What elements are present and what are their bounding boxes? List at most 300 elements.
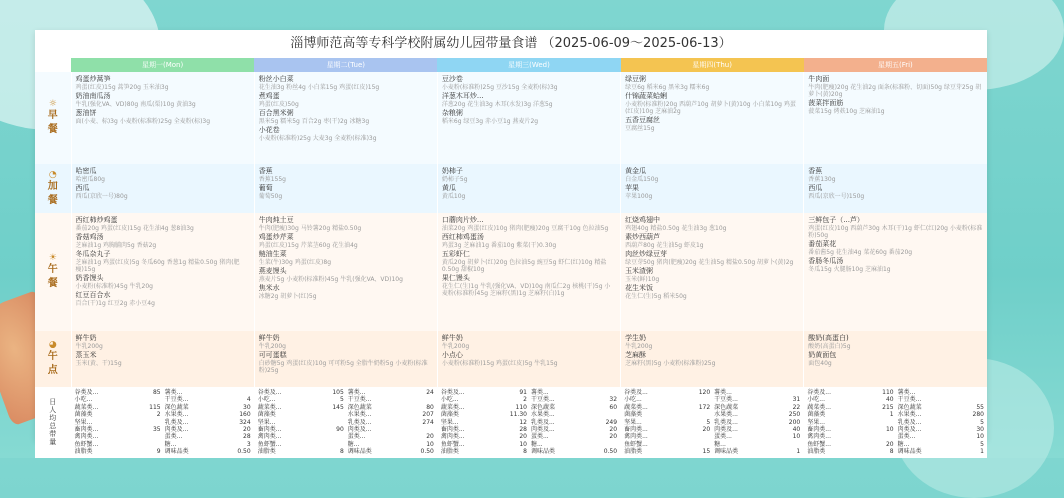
nutrition-item (624, 448, 710, 455)
nutrition-name: 畜肉类... (624, 426, 648, 434)
dish-ingredients: 香蕉130g (808, 176, 836, 183)
nutrition-name: 蔬菜类... (74, 403, 99, 411)
nutrition-value: 200 (788, 418, 801, 426)
nutrition-item (714, 448, 800, 455)
dish-ingredients: 牛乳200g (258, 343, 286, 350)
meal-label: 午 餐 (47, 264, 58, 289)
snack-day-cell (71, 164, 254, 213)
nutrition-value: 1 (796, 448, 801, 456)
dish-ingredients: 奶柿子5g (441, 176, 468, 183)
dish-ingredients: 小麦粉(标准粉)45g 牛乳20g (75, 283, 153, 290)
nutrition-item (624, 411, 710, 418)
nutrition-item (898, 448, 984, 455)
dish-name: 果仁馒头 (441, 274, 470, 282)
nutrition-name: 鱼虾蟹... (440, 440, 465, 448)
dish-name: 燕麦馒头 (258, 267, 287, 275)
nutrition-item (807, 448, 893, 455)
nutrition-item (75, 411, 161, 418)
nutrition-name: 深色蔬菜 (347, 403, 372, 411)
nutrition-day-cell (254, 387, 437, 458)
dish-ingredients: 苹果100g (625, 193, 653, 200)
nutrition-item (348, 433, 434, 440)
dish-ingredients: 黄瓜20g 胡萝卜(红)20g 色拉油5g 豌豆5g 虾仁(红)10g 精盐0.50g 甜椒10g (441, 259, 607, 273)
lunch-day-cell (621, 213, 804, 331)
day-header: 星期二(Tue) (254, 58, 437, 72)
dish-name: 番茄菜花 (808, 240, 837, 248)
nutrition-name: 水果类... (714, 411, 738, 419)
breakfast-day-cell (804, 72, 987, 164)
nutrition-item (531, 411, 617, 418)
dish-name: 红豆百合水 (75, 291, 111, 299)
snack-row (35, 164, 987, 213)
dish-ingredients: 菠菜15g 烤麸10g 芝麻油1g (808, 108, 885, 115)
dish-name: 学生奶 (625, 334, 647, 342)
dish-ingredients: 白砂糖5g 鸡蛋(红皮)10g 可可粉5g 全脂牛奶粉5g 小麦粉(标准粉)25g (258, 360, 428, 374)
dish-name: 什锦蔬菜蛤蜊 (625, 92, 668, 100)
nutrition-name: 乳类及... (530, 418, 555, 426)
dish-name: 鲢油生菜 (258, 250, 287, 258)
lunch-day-cell (254, 213, 437, 331)
dish-ingredients: 牛乳200g (625, 343, 653, 350)
dish-ingredients: 西瓜(京欣一号)150g (808, 193, 865, 200)
dish-name: 奶柿子 (441, 167, 463, 175)
dish-name: 小点心 (441, 351, 463, 359)
dish-ingredients: 百合(干)1g 红豆2g 赤小豆4g (75, 300, 155, 307)
nutrition-value: 60 (609, 403, 618, 411)
nutrition-item (531, 433, 617, 440)
meal-label: 午 点 (47, 351, 58, 376)
meal-label: 早 餐 (47, 110, 58, 135)
dish-name: 酸奶(高蛋白) (808, 334, 849, 342)
dish-ingredients: 西葫芦80g 花生油5g 虾皮1g (625, 242, 704, 249)
dish-ingredients: 小麦粉(标准粉)15g 鸡蛋(红皮)5g 牛乳15g (441, 360, 558, 367)
nutrition-value: 20 (885, 440, 894, 448)
nutrition-value: 28 (519, 426, 527, 434)
nutrition-value: 249 (605, 418, 618, 426)
nutrition-name: 薯类... (714, 389, 732, 396)
dish-name: 哈密瓜 (75, 167, 97, 175)
dish-name: 菠菜拌面筋 (808, 99, 844, 107)
dish-name: 香菇鸡汤 (75, 233, 104, 241)
dish-name: 牛肉炖土豆 (258, 216, 294, 224)
nutrition-item (165, 411, 251, 418)
dish-ingredients: 花生油3g 粉丝4g 小白菜15g 鸡蛋(红皮)15g (258, 84, 380, 91)
dish-name: 焦米水 (258, 284, 280, 292)
nutrition-grid (438, 387, 620, 458)
nutrition-name: 鱼虾蟹... (257, 440, 282, 448)
nutrition-value: 20 (702, 426, 711, 434)
dish-ingredients: 鸡蛋(红皮)10g 西葫芦30g 木耳(干)1g 虾仁(红)20g 小麦粉(标准粉)50g (808, 225, 983, 239)
nutrition-value: 0.50 (420, 448, 434, 456)
nutrition-value: 172 (698, 403, 711, 411)
afternoon-day-cell (804, 331, 987, 387)
nutrition-name: 禽肉类... (74, 433, 99, 441)
nutrition-value: 5 (980, 418, 984, 426)
dish-name: 西瓜 (808, 184, 823, 192)
nutrition-name: 肉类及... (897, 426, 922, 434)
nutrition-name: 蔬菜类... (257, 403, 282, 411)
dish-ingredients: 牛肉(肥瘦)20g 花生油2g 面条(标准粉、切面)50g 绿豆芽25g 胡萝卜(黄)20g (808, 84, 982, 98)
dish-ingredients: 芝麻油1g 鸡胸脯肉5g 香菇2g (75, 242, 157, 249)
afternoon-icon: ◕ (48, 340, 57, 350)
nutrition-item (714, 396, 800, 403)
dish-ingredients: 面包40g (808, 360, 832, 367)
dish-ingredients: 生菜(牛)30g 鸡蛋(红皮)8g (258, 259, 332, 266)
nutrition-name: 水果类... (530, 411, 555, 419)
nutrition-name: 水果类... (347, 411, 372, 419)
dish-name: 黄瓜 (441, 184, 456, 192)
meal-label-cell (35, 213, 71, 331)
nutrition-name: 蛋类... (897, 433, 916, 441)
nutrition-name: 干豆类... (897, 396, 922, 404)
nutrition-value: 32 (609, 396, 618, 404)
nutrition-item (258, 448, 344, 455)
nutrition-name: 畜肉类... (74, 426, 99, 434)
nutrition-item (165, 419, 251, 426)
dish-name: 鲜牛奶 (75, 334, 97, 342)
nutrition-name: 谷类及... (807, 389, 831, 396)
nutrition-value: 24 (426, 389, 434, 396)
nutrition-value: 20 (519, 433, 527, 441)
nutrition-grid (72, 387, 254, 458)
dish-name: 三鲜包子（...芦） (808, 216, 864, 224)
dish-ingredients: 牛乳(强化VA、VD)80g 南瓜(栗)10g 黄油3g (75, 101, 196, 108)
dish-name: 蒸玉米 (75, 351, 97, 359)
dish-ingredients: 面(小麦、标)3g 小麦粉(标准粉)25g 全麦粉(标)3g (75, 118, 211, 125)
nutrition-name: 小吃... (257, 396, 276, 404)
nutrition-value: 10 (426, 440, 434, 448)
lunch-icon: ☀ (48, 253, 57, 263)
dish-name: 鲜牛奶 (441, 334, 463, 342)
snack-day-cell (254, 164, 437, 213)
nutrition-item (258, 433, 344, 440)
nutrition-value: 3 (246, 440, 251, 448)
nutrition-name: 小吃... (74, 396, 93, 404)
dish-name: 绿豆粥 (625, 75, 647, 83)
nutrition-name: 乳类及... (897, 418, 922, 426)
dish-name: 冬瓜杂丸子 (75, 250, 111, 258)
dish-ingredients: 绿豆6g 稻米6g 黑米3g 糯米6g (625, 84, 710, 91)
dish-ingredients: 牛乳200g (441, 343, 470, 350)
nutrition-name: 菌藻类 (257, 411, 276, 419)
nutrition-item (165, 396, 251, 403)
dish-name: 煮鸡蛋 (258, 92, 280, 100)
afternoon-day-cell (71, 331, 254, 387)
nutrition-value: 10 (885, 426, 894, 434)
nutrition-name: 小吃... (440, 396, 459, 404)
nutrition-item (348, 396, 434, 403)
nutrition-value: 110 (515, 403, 527, 411)
nutrition-value: 2 (523, 396, 527, 404)
nutrition-row (35, 387, 987, 458)
nutrition-name: 禽肉类... (440, 433, 465, 441)
dish-name: 芝麻酥 (625, 351, 647, 359)
nutrition-value: 115 (149, 403, 161, 411)
dish-ingredients: 鸡蛋(红皮)50g (258, 101, 299, 108)
nutrition-day-cell (71, 387, 254, 458)
nutrition-name: 谷类及... (74, 389, 99, 396)
nutrition-value: 4 (246, 396, 251, 404)
breakfast-day-cell (71, 72, 254, 164)
corner-cell (35, 58, 71, 72)
nutrition-value: 30 (243, 403, 251, 411)
nutrition-item (75, 448, 161, 455)
nutrition-item (348, 419, 434, 426)
dish-name: 粉丝小白菜 (258, 75, 294, 83)
nutrition-grid (621, 387, 803, 458)
dish-ingredients: 绿豆芽50g 猪肉(肥瘦)20g 花生油5g 精盐0.50g 胡萝卜(黄)2g (625, 259, 794, 266)
nutrition-item (714, 419, 800, 426)
day-header-row (35, 58, 987, 72)
dish-name: 小花卷 (258, 126, 280, 134)
nutrition-item (807, 419, 893, 426)
nutrition-name: 调味品类 (164, 448, 189, 456)
nutrition-item (441, 448, 527, 455)
nutrition-value: 40 (792, 426, 801, 434)
nutrition-value: 12 (519, 418, 527, 426)
nutrition-item (75, 396, 161, 403)
meal-label-cell (35, 331, 71, 387)
dish-ingredients: 油菜20g 鸡蛋(红皮)10g 猪肉(肥瘦)20g 豆腐干10g 色拉油5g (441, 225, 609, 232)
nutrition-value: 90 (336, 426, 344, 434)
dish-ingredients: 西瓜(京欣一号)80g (75, 193, 128, 200)
nutrition-item (258, 411, 344, 418)
nutrition-name: 油脂类 (440, 448, 459, 456)
afternoon-snack-row (35, 331, 987, 387)
nutrition-item (624, 396, 710, 403)
nutrition-value: 250 (788, 411, 801, 419)
nutrition-item (531, 448, 617, 455)
dish-ingredients: 小麦粉(标准粉)25g 大麦3g 全麦粉(标准)3g (258, 135, 377, 142)
nutrition-name: 糖... (347, 440, 360, 448)
day-header: 星期一(Mon) (71, 58, 254, 72)
dish-name: 可可蛋糕 (258, 351, 287, 359)
nutrition-name: 谷类及... (257, 389, 282, 396)
dish-ingredients: 燕麦片5g 小麦粉(标准粉)45g 牛乳(强化VA、VD)10g (258, 276, 403, 283)
dish-name: 香肠冬瓜汤 (808, 257, 844, 265)
lunch-row (35, 213, 987, 331)
nutrition-value: 8 (523, 448, 527, 456)
nutrition-name: 菌藻类 (440, 411, 459, 419)
lunch-day-cell (437, 213, 620, 331)
dish-ingredients: 黑米5g 糯米5g 百合2g 枣(干)2g 冰糖3g (258, 118, 370, 125)
dish-name: 五彩虾仁 (441, 250, 470, 258)
nutrition-value: 15 (702, 448, 711, 456)
nutrition-name: 蔬菜类... (624, 403, 648, 411)
nutrition-name: 坚果... (257, 418, 276, 426)
dish-name: 奶香馒头 (75, 274, 104, 282)
nutrition-item (441, 433, 527, 440)
nutrition-item (348, 448, 434, 455)
nutrition-value: 80 (426, 403, 434, 411)
nutrition-value: 31 (792, 396, 801, 404)
nutrition-name: 糖... (530, 440, 543, 448)
nutrition-value: 280 (972, 411, 984, 419)
nutrition-item (898, 419, 984, 426)
lunch-day-cell (804, 213, 987, 331)
dish-name: 鸡蛋炒蒿笋 (75, 75, 111, 83)
nutrition-name: 菌藻类 (624, 411, 643, 419)
meal-label: 日 人 均 总 带 量 (49, 398, 57, 447)
nutrition-name: 畜肉类... (440, 426, 465, 434)
nutrition-item (165, 448, 251, 455)
nutrition-value: 9 (156, 448, 161, 456)
dish-ingredients: 玉米(鲜)10g (625, 276, 660, 283)
nutrition-name: 深色蔬菜 (897, 403, 922, 411)
nutrition-value: 110 (882, 389, 894, 396)
nutrition-name: 肉类及... (347, 426, 372, 434)
dish-name: 葡萄 (258, 184, 273, 192)
dish-ingredients: 鸡蛋(红皮)15g 芹菜茎60g 花生油4g (258, 242, 358, 249)
nutrition-day-cell (804, 387, 987, 458)
page-title: 淄博师范高等专科学校附属幼儿园带量食谱 （2025-06-09～2025-06-13） (290, 36, 732, 51)
dish-name: 五香豆腐丝 (625, 116, 661, 124)
nutrition-value: 10 (976, 433, 984, 441)
nutrition-value: 2 (156, 411, 161, 419)
day-header: 星期五(Fri) (804, 58, 987, 72)
nutrition-name: 蔬菜类... (440, 403, 465, 411)
nutrition-name: 薯类... (530, 389, 549, 396)
dish-ingredients: 鸡翅40g 精盐0.50g 花生油3g 葱10g (625, 225, 727, 232)
nutrition-item (898, 433, 984, 440)
breakfast-day-cell (621, 72, 804, 164)
nutrition-name: 菌藻类 (807, 411, 826, 419)
snack-day-cell (804, 164, 987, 213)
afternoon-day-cell (437, 331, 620, 387)
nutrition-value: 85 (152, 389, 161, 396)
nutrition-value: 8 (339, 448, 344, 456)
nutrition-name: 鱼虾蟹... (807, 440, 831, 448)
nutrition-item (441, 396, 527, 403)
nutrition-item (531, 396, 617, 403)
meal-label: 加 餐 (47, 180, 58, 206)
nutrition-name: 深色蔬菜 (714, 403, 739, 411)
nutrition-name: 深色蔬菜 (164, 403, 189, 411)
breakfast-day-cell (254, 72, 437, 164)
dish-name: 花生米饭 (625, 284, 654, 292)
nutrition-name: 水果类... (897, 411, 922, 419)
nutrition-name: 肉类及... (164, 426, 189, 434)
nutrition-grid (804, 387, 987, 458)
nutrition-item (624, 419, 710, 426)
nutrition-value: 1 (889, 411, 894, 419)
nutrition-name: 糖... (164, 440, 177, 448)
nutrition-item (898, 411, 984, 418)
nutrition-value: 11.30 (509, 411, 527, 419)
nutrition-value: 145 (332, 403, 344, 411)
nutrition-name: 干豆类... (530, 396, 555, 404)
nutrition-item (624, 433, 710, 440)
nutrition-name: 畜肉类... (807, 426, 831, 434)
nutrition-name: 水果类... (164, 411, 189, 419)
nutrition-name: 油脂类 (624, 448, 643, 456)
breakfast-icon: ☼ (48, 99, 57, 109)
nutrition-item (75, 419, 161, 426)
nutrition-name: 谷类及... (624, 389, 648, 396)
nutrition-value: 0.50 (603, 448, 618, 456)
nutrition-name: 鱼虾蟹... (624, 440, 648, 448)
nutrition-grid (255, 387, 437, 458)
dish-name: 洋葱木耳炒... (441, 92, 484, 100)
nutrition-item (807, 396, 893, 403)
nutrition-name: 小吃... (624, 396, 642, 404)
breakfast-row (35, 72, 987, 164)
nutrition-item (807, 411, 893, 418)
snack-day-cell (621, 164, 804, 213)
nutrition-name: 禽肉类... (807, 433, 831, 441)
dish-ingredients: 花生仁(生)5g 稻米50g (625, 293, 687, 300)
nutrition-name: 薯类... (897, 389, 916, 396)
nutrition-value: 160 (239, 411, 251, 419)
nutrition-day-cell (621, 387, 804, 458)
menu-card (35, 30, 987, 456)
nutrition-name: 调味品类 (714, 448, 739, 456)
dish-ingredients: 哈密瓜80g (75, 176, 105, 183)
nutrition-name: 肉类及... (530, 426, 555, 434)
dish-ingredients: 芝麻油1g 鸡蛋(红皮)5g 冬瓜60g 香葱1g 精盐0.50g 猪肉(肥瘦)15g (75, 259, 240, 273)
nutrition-value: 30 (976, 426, 984, 434)
nutrition-item (531, 419, 617, 426)
nutrition-name: 薯类... (164, 389, 183, 396)
lunch-day-cell (71, 213, 254, 331)
nutrition-item (441, 419, 527, 426)
nutrition-name: 蛋类... (530, 433, 549, 441)
nutrition-value: 28 (243, 433, 251, 441)
nutrition-name: 调味品类 (530, 448, 555, 456)
dish-ingredients: 鸡蛋3g 芝麻油1g 番茄10g 紫菜(干)0.30g (441, 242, 557, 249)
nutrition-name: 坚果... (624, 418, 642, 426)
dish-name: 香蕉 (808, 167, 823, 175)
nutrition-value: 1 (980, 448, 984, 456)
dish-name: 杂粮粥 (441, 109, 463, 117)
dish-ingredients: 番茄酱5g 花生油4g 菜花60g 番茄20g (808, 249, 913, 256)
nutrition-day-cell (437, 387, 620, 458)
dish-name: 红烧鸡翅中 (625, 216, 661, 224)
nutrition-value: 0.50 (237, 448, 251, 456)
nutrition-name: 鱼虾蟹... (74, 440, 99, 448)
nutrition-value: 20 (609, 426, 618, 434)
dish-ingredients: 鸡蛋(红皮)15g 蒿笋20g 玉米油3g (75, 84, 169, 91)
dish-ingredients: 香蕉155g (258, 176, 286, 183)
day-header: 星期三(Wed) (437, 58, 620, 72)
nutrition-value: 215 (882, 403, 894, 411)
dish-name: 牛肉面 (808, 75, 830, 83)
nutrition-name: 坚果... (440, 418, 459, 426)
nutrition-value: 55 (976, 403, 984, 411)
nutrition-name: 蔬菜类... (807, 403, 831, 411)
dish-ingredients: 小麦粉(标准粉)25g 豆沙15g 全麦粉(标)3g (441, 84, 558, 91)
nutrition-value: 5 (339, 396, 344, 404)
nutrition-item (258, 396, 344, 403)
dish-name: 葱油饼 (75, 109, 97, 117)
nutrition-item (75, 433, 161, 440)
nutrition-value: 10 (792, 433, 801, 441)
meal-label-cell (35, 164, 71, 213)
nutrition-item (258, 419, 344, 426)
dish-name: 香蕉 (258, 167, 273, 175)
nutrition-value: 5 (706, 418, 711, 426)
nutrition-item (714, 411, 800, 418)
dish-name: 百合黑米粥 (258, 109, 294, 117)
nutrition-value: 8 (889, 448, 894, 456)
dish-ingredients: 玉米(黄、干)15g (75, 360, 122, 367)
nutrition-value: 207 (422, 411, 434, 419)
nutrition-name: 菌藻类 (74, 411, 93, 419)
dish-ingredients: 白金瓜150g (625, 176, 659, 183)
nutrition-name: 调味品类 (347, 448, 372, 456)
nutrition-name: 禽肉类... (257, 433, 282, 441)
dish-name: 素炒西葫芦 (625, 233, 661, 241)
